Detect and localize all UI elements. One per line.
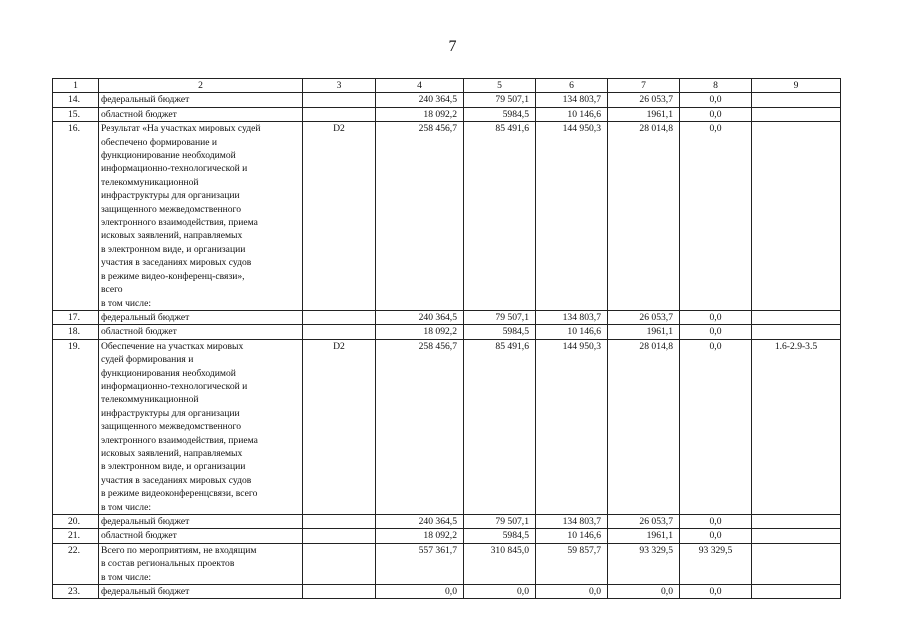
amount-year-2-cell: 134 803,7	[536, 515, 608, 529]
amount-year-3-cell: 26 053,7	[608, 93, 680, 107]
header-cell: 2	[99, 79, 303, 93]
description-line: областной бюджет	[101, 108, 177, 120]
code-cell	[303, 543, 376, 584]
description-line: телекоммуникационной	[101, 176, 199, 188]
amount-total-cell: 240 364,5	[376, 515, 464, 529]
row-number-cell: 15.	[53, 107, 99, 121]
row-number-cell: 20.	[53, 515, 99, 529]
amount-year-4-cell: 0,0	[680, 107, 752, 121]
amount-year-1-cell: 5984,5	[464, 529, 536, 543]
description-line: Всего по мероприятиям, не входящим	[101, 544, 257, 556]
description-line: в том числе:	[101, 501, 152, 513]
table-row	[53, 529, 841, 543]
description-line: областной бюджет	[101, 530, 177, 542]
amount-year-2-cell: 134 803,7	[536, 93, 608, 107]
code-cell	[303, 515, 376, 529]
table-row	[53, 325, 841, 339]
row-number-cell: 21.	[53, 529, 99, 543]
table-row	[53, 310, 841, 324]
amount-year-3-cell: 1961,1	[608, 529, 680, 543]
description-line: информационно-технологической и	[101, 163, 248, 175]
table-row	[53, 339, 841, 514]
description-line: в режиме видео-конференц-связи»,	[101, 270, 245, 282]
description-cell	[99, 543, 303, 584]
amount-total-cell: 0,0	[376, 585, 464, 599]
description-line: федеральный бюджет	[101, 586, 190, 598]
amount-year-4-cell: 0,0	[680, 122, 752, 311]
code-cell	[303, 107, 376, 121]
description-line: телекоммуникационной	[101, 394, 199, 406]
page-number: 7	[448, 38, 457, 55]
header-cell: 1	[53, 79, 99, 93]
description-line: исковых заявлений, направляемых	[101, 230, 243, 242]
row-number-cell: 19.	[53, 339, 99, 514]
table-row	[53, 107, 841, 121]
amount-year-4-cell: 0,0	[680, 585, 752, 599]
amount-year-4-cell: 0,0	[680, 339, 752, 514]
amount-year-4-cell: 0,0	[680, 325, 752, 339]
description-line: обеспечено формирование и	[101, 136, 218, 148]
amount-year-2-cell: 10 146,6	[536, 107, 608, 121]
header-cell: 5	[464, 79, 536, 93]
reference-cell	[752, 310, 841, 324]
table-header-row	[53, 79, 841, 93]
amount-year-2-cell: 0,0	[536, 585, 608, 599]
description-line: участия в заседаниях мировых судов	[101, 474, 252, 486]
header-cell: 8	[680, 79, 752, 93]
description-line: областной бюджет	[101, 326, 177, 338]
amount-year-1-cell: 85 491,6	[464, 339, 536, 514]
amount-total-cell: 240 364,5	[376, 310, 464, 324]
amount-year-1-cell: 0,0	[464, 585, 536, 599]
amount-year-1-cell: 5984,5	[464, 325, 536, 339]
header-cell: 3	[303, 79, 376, 93]
description-cell	[99, 325, 303, 339]
description-cell	[99, 515, 303, 529]
amount-total-cell: 258 456,7	[376, 339, 464, 514]
code-cell: D2	[303, 122, 376, 311]
table-row	[53, 93, 841, 107]
row-number-cell: 23.	[53, 585, 99, 599]
amount-year-2-cell: 134 803,7	[536, 310, 608, 324]
reference-cell	[752, 107, 841, 121]
amount-total-cell: 18 092,2	[376, 107, 464, 121]
description-line: функционирования необходимой	[101, 367, 236, 379]
amount-year-4-cell: 0,0	[680, 529, 752, 543]
amount-year-4-cell: 0,0	[680, 93, 752, 107]
amount-total-cell: 557 361,7	[376, 543, 464, 584]
row-number-cell: 16.	[53, 122, 99, 311]
reference-cell	[752, 325, 841, 339]
description-line: Результат «На участках мировых судей	[101, 123, 261, 135]
description-line: в том числе:	[101, 297, 152, 309]
description-line: информационно-технологической и	[101, 380, 248, 392]
amount-total-cell: 18 092,2	[376, 529, 464, 543]
reference-cell	[752, 529, 841, 543]
header-cell: 6	[536, 79, 608, 93]
row-number-cell: 18.	[53, 325, 99, 339]
description-cell	[99, 585, 303, 599]
header-cell: 7	[608, 79, 680, 93]
amount-year-1-cell: 310 845,0	[464, 543, 536, 584]
table-row	[53, 543, 841, 584]
amount-year-2-cell: 10 146,6	[536, 529, 608, 543]
amount-year-3-cell: 28 014,8	[608, 122, 680, 311]
description-line: Обеспечение на участках мировых	[101, 340, 244, 352]
reference-cell: 1.6-2.9-3.5	[752, 339, 841, 514]
description-cell	[99, 310, 303, 324]
reference-cell	[752, 543, 841, 584]
description-cell	[99, 93, 303, 107]
description-line: участия в заседаниях мировых судов	[101, 257, 252, 269]
reference-cell	[752, 93, 841, 107]
code-cell	[303, 529, 376, 543]
description-line: инфраструктуры для организации	[101, 190, 240, 202]
reference-cell	[752, 585, 841, 599]
description-line: электронного взаимодействия, приема	[101, 217, 258, 229]
row-number-cell: 22.	[53, 543, 99, 584]
amount-year-3-cell: 26 053,7	[608, 515, 680, 529]
amount-year-1-cell: 79 507,1	[464, 515, 536, 529]
budget-table-body	[53, 79, 841, 599]
amount-year-2-cell: 144 950,3	[536, 339, 608, 514]
code-cell: D2	[303, 339, 376, 514]
amount-year-3-cell: 1961,1	[608, 107, 680, 121]
row-number-cell: 14.	[53, 93, 99, 107]
reference-cell	[752, 515, 841, 529]
description-cell	[99, 339, 303, 514]
description-line: всего	[101, 284, 123, 296]
reference-cell	[752, 122, 841, 311]
amount-year-3-cell: 1961,1	[608, 325, 680, 339]
description-cell	[99, 529, 303, 543]
amount-year-3-cell: 0,0	[608, 585, 680, 599]
description-line: федеральный бюджет	[101, 516, 190, 527]
amount-total-cell: 18 092,2	[376, 325, 464, 339]
description-line: функционирование необходимой	[101, 150, 236, 162]
amount-year-2-cell: 59 857,7	[536, 543, 608, 584]
amount-total-cell: 240 364,5	[376, 93, 464, 107]
table-row	[53, 585, 841, 599]
description-line: в том числе:	[101, 571, 152, 583]
amount-year-4-cell: 93 329,5	[680, 543, 752, 584]
description-line: федеральный бюджет	[101, 94, 190, 106]
description-line: защищенного межведомственного	[101, 203, 242, 215]
amount-year-2-cell: 10 146,6	[536, 325, 608, 339]
row-number-cell: 17.	[53, 310, 99, 324]
description-line: в электронном виде, и организации	[101, 461, 246, 473]
header-cell: 4	[376, 79, 464, 93]
description-cell	[99, 122, 303, 311]
description-line: исковых заявлений, направляемых	[101, 447, 243, 459]
header-cell: 9	[752, 79, 841, 93]
code-cell	[303, 310, 376, 324]
description-line: в режиме видеоконференцсвязи, всего	[101, 488, 258, 500]
amount-year-1-cell: 79 507,1	[464, 93, 536, 107]
description-line: в электронном виде, и организации	[101, 243, 246, 255]
description-line: в состав региональных проектов	[101, 558, 235, 570]
description-line: инфраструктуры для организации	[101, 407, 240, 419]
amount-total-cell: 258 456,7	[376, 122, 464, 311]
amount-year-4-cell: 0,0	[680, 515, 752, 529]
amount-year-1-cell: 79 507,1	[464, 310, 536, 324]
description-line: защищенного межведомственного	[101, 421, 242, 433]
table-row	[53, 122, 841, 311]
table-row	[53, 515, 841, 529]
amount-year-4-cell: 0,0	[680, 310, 752, 324]
code-cell	[303, 93, 376, 107]
budget-table	[52, 78, 841, 599]
description-cell	[99, 107, 303, 121]
amount-year-3-cell: 26 053,7	[608, 310, 680, 324]
description-line: электронного взаимодействия, приема	[101, 434, 258, 446]
code-cell	[303, 585, 376, 599]
amount-year-1-cell: 85 491,6	[464, 122, 536, 311]
description-line: федеральный бюджет	[101, 311, 190, 323]
amount-year-2-cell: 144 950,3	[536, 122, 608, 311]
amount-year-3-cell: 93 329,5	[608, 543, 680, 584]
description-line: судей формирования и	[101, 354, 194, 366]
amount-year-3-cell: 28 014,8	[608, 339, 680, 514]
code-cell	[303, 325, 376, 339]
amount-year-1-cell: 5984,5	[464, 107, 536, 121]
